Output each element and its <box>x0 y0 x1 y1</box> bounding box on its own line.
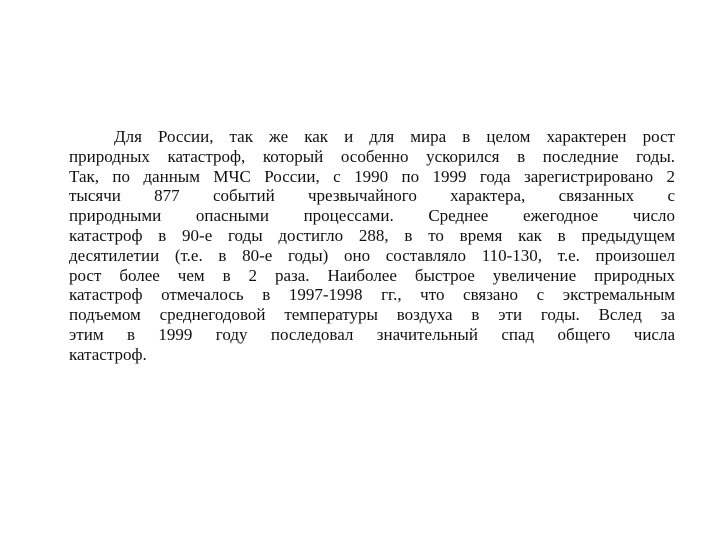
paragraph-line-9: катастроф отмечалось в 1997-1998 гг., что связано с экстремальным <box>69 285 675 305</box>
paragraph-line-8: рост более чем в 2 раза. Наиболее быстрое увеличение природных <box>69 265 675 285</box>
paragraph-line-2: природных катастроф, который особенно ускорился в последние годы. <box>69 146 675 166</box>
paragraph-line-10: подъемом среднегодовой температуры воздуха в эти годы. Вслед за <box>69 305 675 325</box>
main-paragraph <box>69 127 675 365</box>
paragraph-line-6: катастроф в 90-е годы достигло 288, в то время как в предыдущем <box>69 225 675 245</box>
paragraph-line-3: Так, по данным МЧС России, с 1990 по 1999 года зарегистрировано 2 <box>69 166 675 186</box>
paragraph-line-5: природными опасными процессами. Среднее ежегодное число <box>69 206 675 226</box>
paragraph-line-12: катастроф. <box>69 344 147 364</box>
paragraph-line-1: Для России, так же как и для мира в целом характерен рост <box>114 127 675 146</box>
paragraph-line-11: этим в 1999 году последовал значительный спад общего числа <box>69 324 675 344</box>
paragraph-line-4: тысячи 877 событий чрезвычайного характера, связанных с <box>69 186 675 206</box>
paragraph-line-7: десятилетии (т.е. в 80-е годы) оно составляло 110-130, т.е. произошел <box>69 245 675 265</box>
